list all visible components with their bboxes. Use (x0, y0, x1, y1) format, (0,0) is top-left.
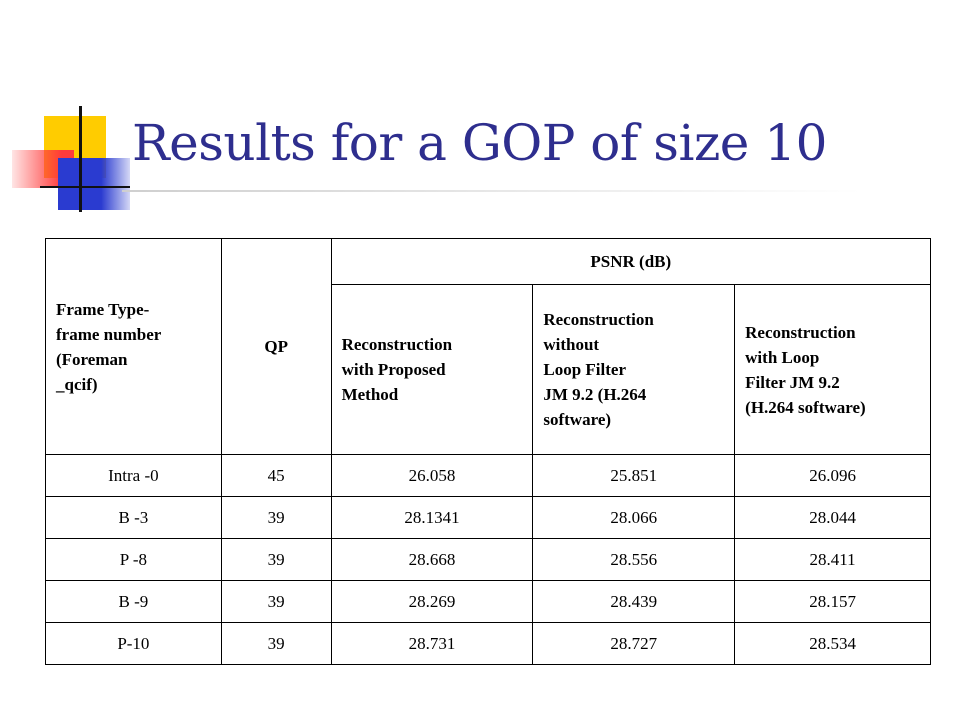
header-without-loop-filter: Reconstruction without Loop Filter JM 9.2 (H.264 software) (533, 285, 735, 455)
table-row (46, 455, 931, 497)
title-underline (122, 190, 862, 192)
cell-psnr-proposed: 28.1341 (331, 497, 533, 539)
cell-frame-type: B -9 (46, 581, 222, 623)
header-psnr: PSNR (dB) (331, 239, 930, 285)
logo-blue-square (58, 158, 130, 210)
results-table (45, 238, 931, 665)
table-row (46, 581, 931, 623)
slide-logo-decoration (0, 0, 140, 230)
slide-title: Results for a GOP of size 10 (132, 114, 827, 172)
cell-psnr-without-loop: 25.851 (533, 455, 735, 497)
header-frame-type: Frame Type- frame number (Foreman _qcif) (46, 239, 222, 455)
cell-psnr-with-loop: 26.096 (735, 455, 931, 497)
cell-frame-type: B -3 (46, 497, 222, 539)
cell-frame-type: P-10 (46, 623, 222, 665)
cell-psnr-proposed: 28.731 (331, 623, 533, 665)
cell-psnr-proposed: 28.668 (331, 539, 533, 581)
table-row (46, 539, 931, 581)
cell-psnr-without-loop: 28.727 (533, 623, 735, 665)
table-row (46, 623, 931, 665)
cell-psnr-with-loop: 28.411 (735, 539, 931, 581)
cell-psnr-without-loop: 28.439 (533, 581, 735, 623)
cell-psnr-with-loop: 28.534 (735, 623, 931, 665)
logo-vertical-line (79, 106, 82, 212)
cell-qp: 39 (221, 581, 331, 623)
logo-horizontal-line (40, 186, 130, 188)
cell-qp: 39 (221, 623, 331, 665)
cell-psnr-without-loop: 28.066 (533, 497, 735, 539)
cell-qp: 39 (221, 539, 331, 581)
cell-psnr-proposed: 28.269 (331, 581, 533, 623)
table-header-row (46, 239, 931, 285)
table-row (46, 497, 931, 539)
header-qp: QP (221, 239, 331, 455)
header-proposed-method: Reconstruction with Proposed Method (331, 285, 533, 455)
header-with-loop-filter: Reconstruction with Loop Filter JM 9.2 (H.264 software) (735, 285, 931, 455)
cell-frame-type: P -8 (46, 539, 222, 581)
cell-psnr-proposed: 26.058 (331, 455, 533, 497)
cell-frame-type: Intra -0 (46, 455, 222, 497)
cell-qp: 39 (221, 497, 331, 539)
cell-psnr-without-loop: 28.556 (533, 539, 735, 581)
cell-psnr-with-loop: 28.157 (735, 581, 931, 623)
cell-qp: 45 (221, 455, 331, 497)
cell-psnr-with-loop: 28.044 (735, 497, 931, 539)
